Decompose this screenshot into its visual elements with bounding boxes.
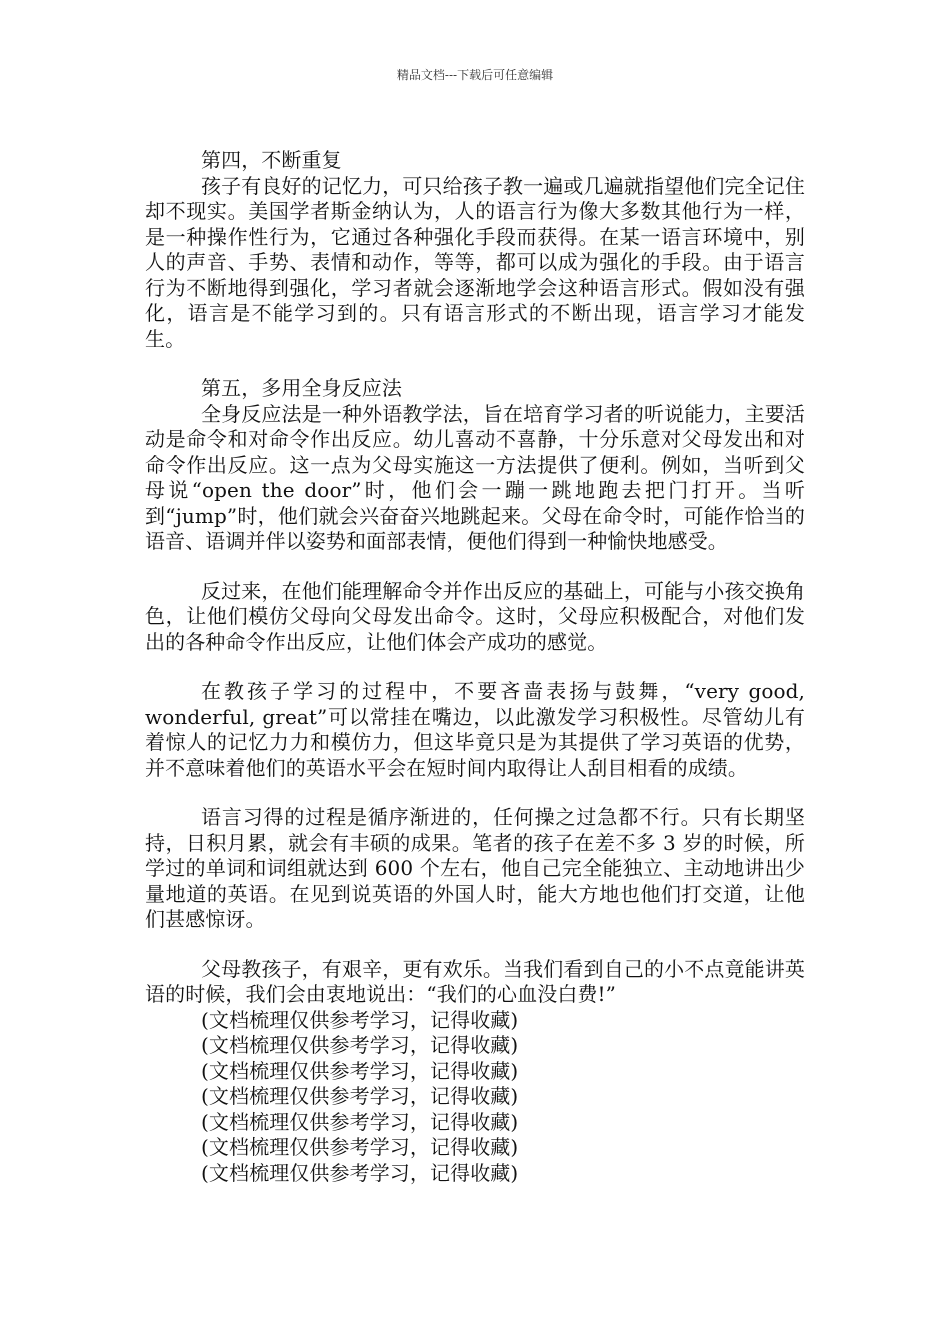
- section-five-paragraph: 全身反应法是一种外语教学法，旨在培育学习者的听说能力，主要活动是命令和对命令作出反应。幼儿喜动不喜静，十分乐意对父母发出和对命令作出反应。这一点为父母实施这一方法提供了便利。例如，当听到父母说“open the door”时，他们会一蹦一跳地跑去把门打开。当听到“jump”时，他们就会兴奋奋兴地跳起来。父母在命令时，可能作恰当的语音、语调并伴以姿势和面部表情，便他们得到一种愉快地感受。: [145, 401, 805, 553]
- document-note: (文档梳理仅供参考学习，记得收藏): [201, 1007, 519, 1032]
- paragraph-spacer: [145, 781, 805, 805]
- document-note: (文档梳理仅供参考学习，记得收藏): [201, 1135, 519, 1159]
- document-note: (文档梳理仅供参考学习，记得收藏): [201, 1109, 519, 1134]
- section-five-heading: 第五，多用全身反应法: [201, 376, 402, 400]
- document-note: (文档梳理仅供参考学习，记得收藏): [201, 1058, 519, 1083]
- praise-paragraph: 在教孩子学习的过程中，不要吝啬表扬与鼓舞，“very good, wonderful, great”可以常挂在嘴边，以此激发学习积极性。尽管幼儿有着惊人的记忆力力和模仿力，但这毕竟只是为其提供了学习英语的优势，并不意味着他们的英语水平会在短时间内取得让人刮目相看的成绩。: [145, 679, 805, 780]
- paragraph-spacer: [145, 655, 805, 679]
- paragraph-spacer: [145, 555, 805, 579]
- role-reversal-paragraph: 反过来，在他们能理解命令并作出反应的基础上，可能与小孩交换角色，让他们模仿父母向父母发出命令。这时，父母应积极配合，对他们发出的各种命令作出反应，让他们体会产成功的感觉。: [145, 578, 805, 654]
- paragraph-spacer: [145, 352, 805, 376]
- closing-paragraph: 父母教孩子，有艰辛，更有欢乐。当我们看到自己的小不点竟能讲英语的时候，我们会由衷地说出：“我们的心血没白费!”: [145, 956, 805, 1006]
- gradual-progress-paragraph: 语言习得的过程是循序渐进的，任何操之过急都不行。只有长期坚持，日积月累，就会有丰硕的成果。笔者的孩子在差不多 3 岁的时候，所学过的单词和词组就达到 600 个左右，他自己完全能独立、主动地讲出少量地道的英语。在见到说英语的外国人时，能大方地也他们打交道，让他们甚感惊讶。: [145, 805, 805, 931]
- document-note: (文档梳理仅供参考学习，记得收藏): [201, 1084, 519, 1108]
- document-body: [145, 148, 805, 1186]
- paragraph-spacer: [145, 933, 805, 957]
- document-note: (文档梳理仅供参考学习，记得收藏): [201, 1160, 519, 1185]
- section-four-paragraph: 孩子有良好的记忆力，可只给孩子教一遍或几遍就指望他们完全记住却不现实。美国学者斯金纳认为，人的语言行为像大多数其他行为一样，是一种操作性行为，它通过各种强化手段而获得。在某一语言环境中，别人的声音、手势、表情和动作，等等，都可以成为强化的手段。由于语言行为不断地得到强化，学习者就会逐渐地学会这种语言形式。假如没有强化，语言是不能学习到的。只有语言形式的不断出现，语言学习才能发生。: [145, 173, 805, 351]
- document-note: (文档梳理仅供参考学习，记得收藏): [201, 1033, 519, 1057]
- section-four-heading: 第四，不断重复: [201, 148, 342, 172]
- page-header: 精品文档---下载后可任意编辑: [396, 68, 554, 82]
